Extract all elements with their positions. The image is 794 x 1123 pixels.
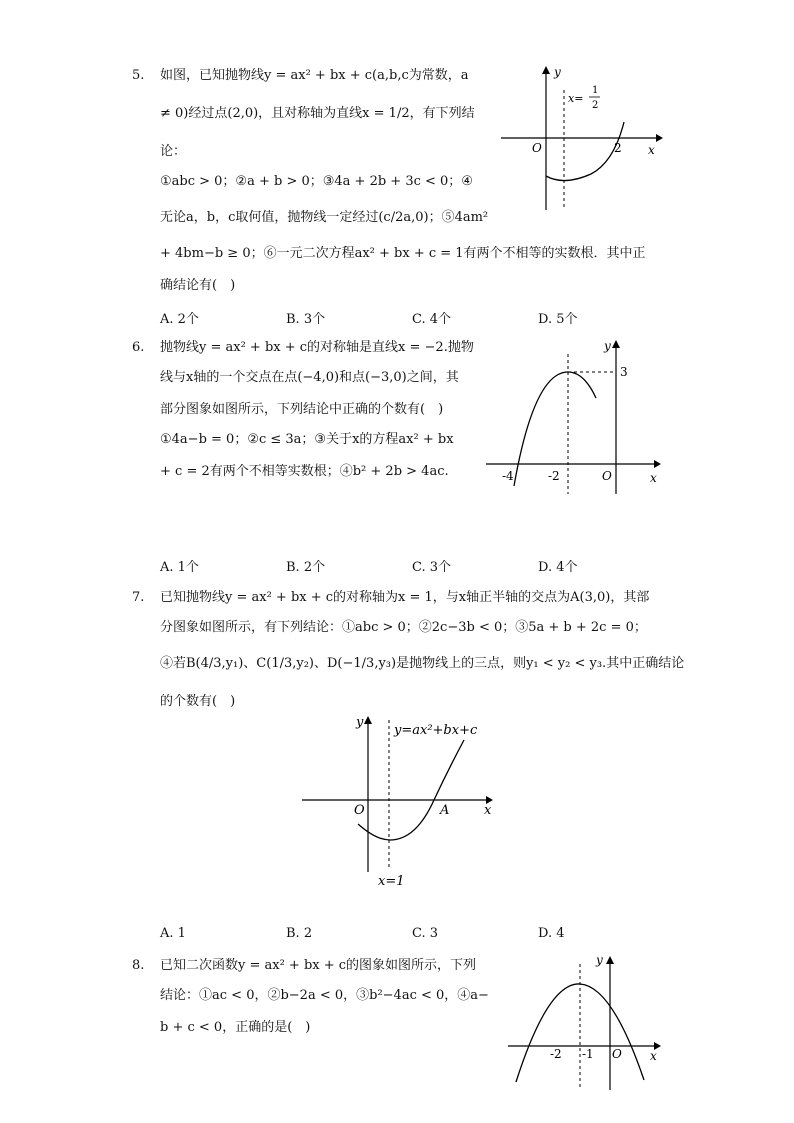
symmetry-axis-label: x= <box>568 92 584 105</box>
parabola-graph-q7 <box>298 712 508 892</box>
equation-label: y=ax²+bx+c <box>394 723 478 738</box>
question-text-line: 如图，已知抛物线y = ax² + bx + c(a,b,c为常数，a <box>160 68 469 83</box>
tick-label: -4 <box>502 469 514 483</box>
option-d[interactable]: D. 4 <box>538 926 565 941</box>
question-text-line: b + c < 0，正确的是( ) <box>160 1020 311 1035</box>
parabola-graph-q5 <box>496 62 666 214</box>
origin-label: O <box>602 469 612 483</box>
question-text-line: 分图象如图所示，有下列结论：①abc > 0；②2c−3b < 0；③5a + b + 2c = 0； <box>160 620 647 635</box>
parabola-graph-q8 <box>506 950 666 1090</box>
question-text-line: ①4a−b = 0；②c ≤ 3a；③关于x的方程ax² + bx <box>160 432 454 447</box>
option-a[interactable]: A. 2个 <box>160 312 199 327</box>
question-number: 5. <box>132 68 145 83</box>
option-c[interactable]: C. 4个 <box>412 312 452 327</box>
option-b[interactable]: B. 3个 <box>286 312 326 327</box>
x-axis-label: x <box>650 471 657 485</box>
tick-label: -2 <box>548 469 560 483</box>
option-a[interactable]: A. 1 <box>160 926 186 941</box>
y-axis-label: y <box>604 339 611 353</box>
x-axis-label: x <box>650 1049 657 1063</box>
question-text-line: 线与x轴的一个交点在点(−4,0)和点(−3,0)之间，其 <box>160 370 459 385</box>
y-axis-label: y <box>356 715 364 730</box>
option-d[interactable]: D. 5个 <box>538 312 578 327</box>
origin-label: O <box>532 141 542 155</box>
question-text-line: 部分图象如图所示，下列结论中正确的个数有( ) <box>160 402 444 417</box>
origin-label: O <box>612 1047 622 1061</box>
question-text-line: 无论a，b，c取何值，抛物线一定经过(c/2a,0)；⑤4am² <box>160 210 489 225</box>
question-text-line: 结论：①ac < 0，②b−2a < 0，③b²−4ac < 0，④a− <box>160 988 489 1003</box>
question-number: 6. <box>132 340 145 355</box>
peak-label: 3 <box>620 365 628 379</box>
question-text-line: 确结论有( ) <box>160 278 236 293</box>
fraction-denominator: 2 <box>592 100 599 111</box>
question-text-line: + c = 2有两个不相等实数根；④b² + 2b > 4ac. <box>160 464 449 479</box>
parabola-graph-q6 <box>484 336 664 496</box>
question-text-line: ①abc > 0；②a + b > 0；③4a + 2b + 3c < 0；④ <box>160 174 473 189</box>
question-text-line: 抛物线y = ax² + bx + c的对称轴是直线x = −2.抛物 <box>160 340 474 355</box>
option-b[interactable]: B. 2个 <box>286 560 326 575</box>
y-axis-label: y <box>596 953 603 967</box>
point-a-label: A <box>440 803 450 818</box>
origin-label: O <box>354 803 365 818</box>
question-text-line: ≠ 0)经过点(2,0)，且对称轴为直线x = 1/2，有下列结 <box>160 106 475 121</box>
option-b[interactable]: B. 2 <box>286 926 313 941</box>
question-text-line: 的个数有( ) <box>160 694 236 709</box>
question-number: 7. <box>132 590 145 605</box>
option-c[interactable]: C. 3个 <box>412 560 452 575</box>
question-text-line: 论： <box>160 144 187 159</box>
option-a[interactable]: A. 1个 <box>160 560 199 575</box>
fraction-numerator: 1 <box>592 85 599 96</box>
root-label: 2 <box>614 141 622 155</box>
option-c[interactable]: C. 3 <box>412 926 439 941</box>
x-axis-label: x <box>648 143 655 157</box>
question-number: 8. <box>132 958 145 973</box>
question-text-line: ④若B(4/3,y₁)、C(1/3,y₂)、D(−1/3,y₃)是抛物线上的三点，则y₁ < y₂ < y₃.其中正确结论 <box>160 656 685 671</box>
x-axis-label: x <box>484 803 492 818</box>
question-text-line: 已知二次函数y = ax² + bx + c的图象如图所示，下列 <box>160 958 477 973</box>
tick-label: -1 <box>582 1047 594 1061</box>
y-axis-label: y <box>554 65 561 79</box>
tick-label: -2 <box>550 1047 562 1061</box>
option-d[interactable]: D. 4个 <box>538 560 578 575</box>
symmetry-axis-label: x=1 <box>378 874 405 889</box>
question-text-line: 已知抛物线y = ax² + bx + c的对称轴为x = 1，与x轴正半轴的交点为A(3,0)，其部 <box>160 590 650 605</box>
question-text-line: + 4bm−b ≥ 0；⑥一元二次方程ax² + bx + c = 1有两个不相等的实数根．其中正 <box>160 246 646 261</box>
